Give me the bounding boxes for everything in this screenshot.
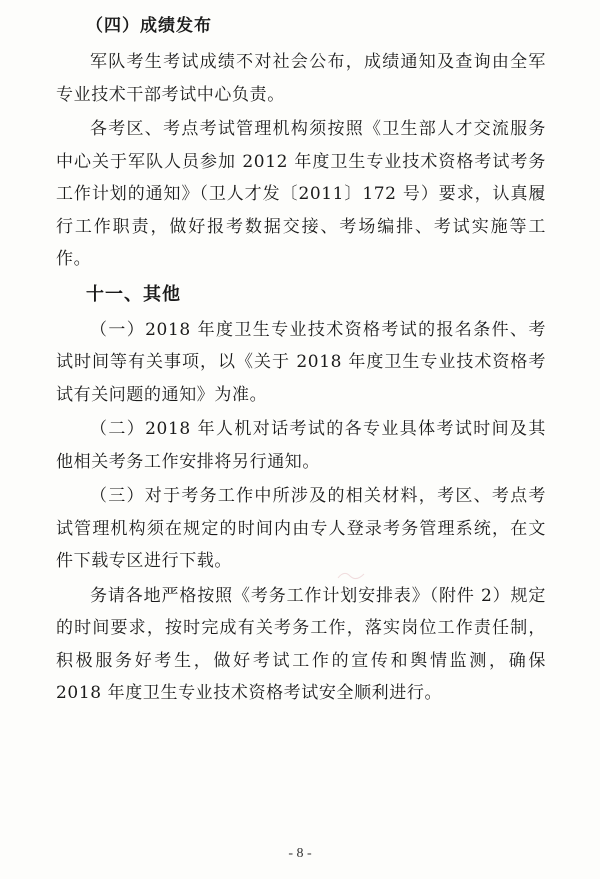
paragraph-results-1: 军队考生考试成绩不对社会公布，成绩通知及查询由全军专业技术干部考试中心负责。 [56,52,546,105]
paragraph-results-2: 各考区、考点考试管理机构须按照《卫生部人才交流服务中心关于军队人员参加 2012 年度卫生专业技术资格考试考务工作计划的通知》（卫人才发〔2011〕172 号）要求，认真履行工作职责，做好报考数据交接、考场编排、考试实施等工作。 [56,119,546,269]
section-heading-results: （四）成绩发布 [86,16,212,36]
paragraph-other-1: （一）2018 年度卫生专业技术资格考试的报名条件、考试时间等有关事项，以《关于 2018 年度卫生专业技术资格考试有关问题的通知》为准。 [56,319,546,405]
paragraph-other-3: （三）对于考务工作中所涉及的相关材料，考区、考点考试管理机构须在规定的时间内由专人登录考务管理系统，在文件下载专区进行下载。 [56,486,546,571]
paragraph-other-4: 务请各地严格按照《考务工作计划安排表》（附件 2）规定的时间要求，按时完成有关考务工作，落实岗位工作责任制，积极服务好考生，做好考试工作的宣传和舆情监测，确保 2018 年度卫生专业技术资格考试安全顺利进行。 [56,585,546,703]
paragraph-other-2: （二）2018 年人机对话考试的各专业具体考试时间及其他相关考务工作安排将另行通知。 [56,419,546,472]
faint-stamp-mark [336,568,366,582]
section-heading-other: 十一、其他 [86,283,181,305]
page-number: - 8 - [288,846,312,861]
document-body [56,10,546,712]
